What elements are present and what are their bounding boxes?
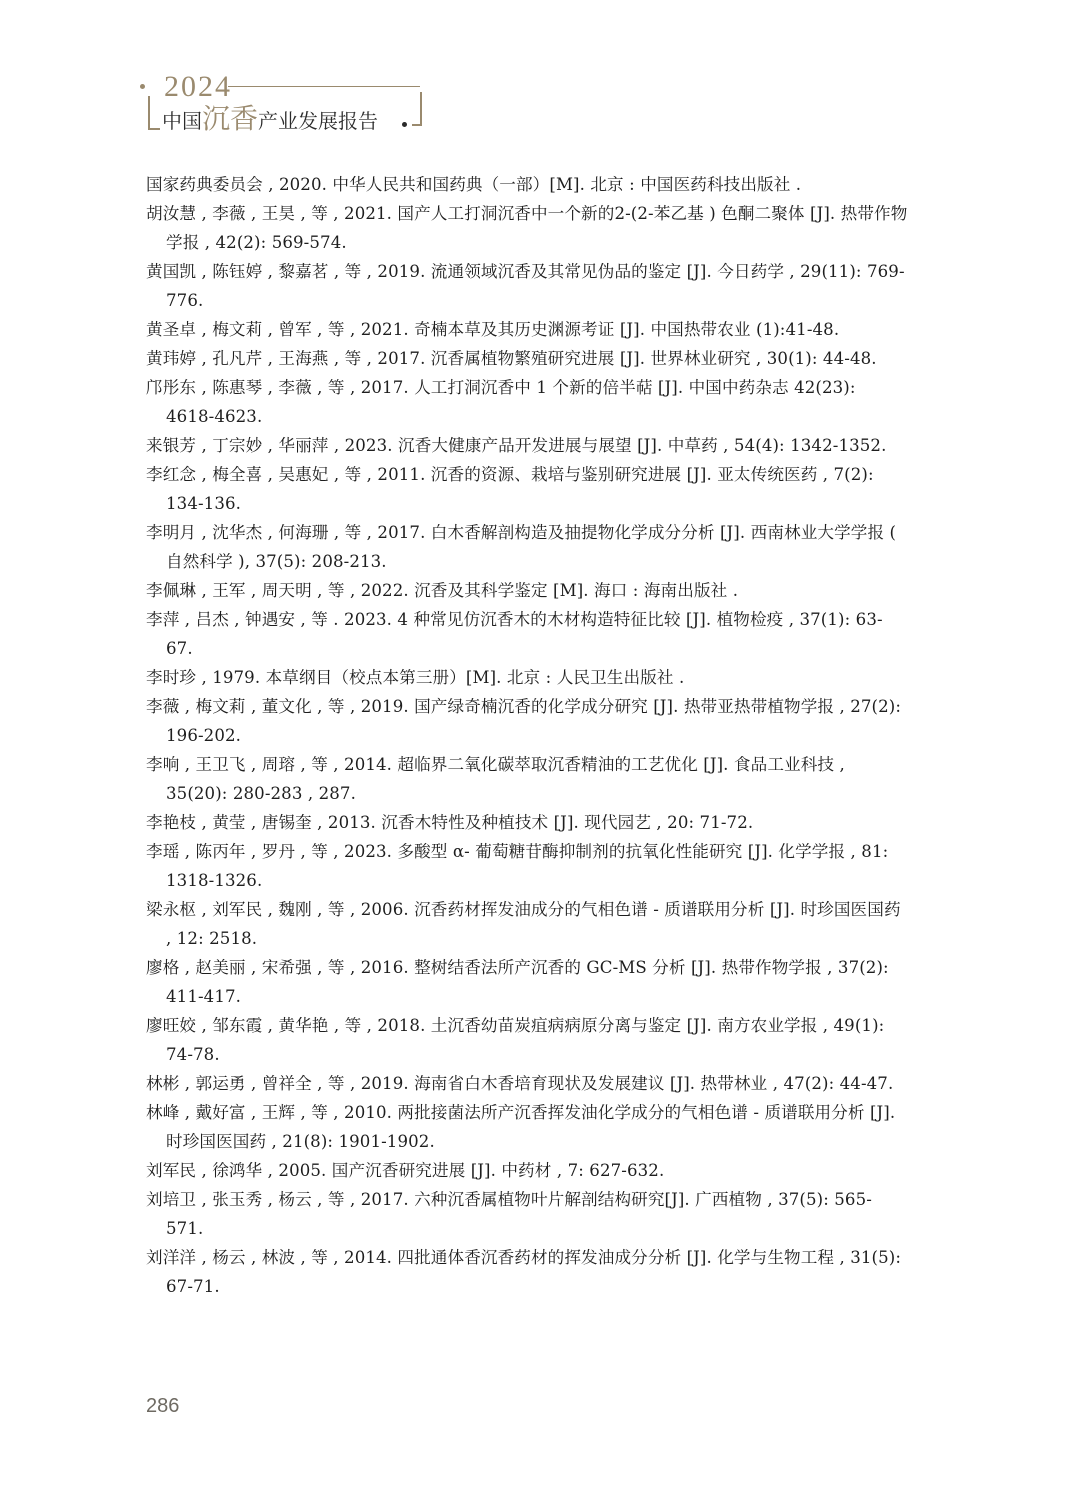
header-left-bracket [148, 96, 160, 130]
reference-entry: 廖格 , 赵美丽 , 宋希强 , 等 , 2016. 整树结香法所产沉香的 GC-MS 分析 [J]. 热带作物学报 , 37(2): 411-417. [146, 958, 889, 1006]
reference-entry: 李红念 , 梅全喜 , 吴惠妃 , 等 , 2011. 沉香的资源、栽培与鉴别研究进展 [J]. 亚太传统医药 , 7(2): 134-136. [146, 465, 874, 513]
reference-entry: 刘洋洋 , 杨云 , 林波 , 等 , 2014. 四批通体香沉香药材的挥发油成分分析 [J]. 化学与生物工程 , 31(5): 67-71. [146, 1248, 902, 1296]
reference-entry: 国家药典委员会 , 2020. 中华人民共和国药典（一部）[M]. 北京 : 中国医药科技出版社 . [146, 175, 802, 194]
reference-list [146, 170, 908, 1301]
header-title-part3: 产业发展报告 [258, 109, 379, 133]
reference-entry: 李响 , 王卫飞 , 周瑢 , 等 , 2014. 超临界二氧化碳萃取沉香精油的工艺优化 [J]. 食品工业科技 , 35(20): 280-283 , 287. [146, 755, 845, 803]
header-rule [228, 86, 420, 87]
reference-entry: 李明月 , 沈华杰 , 何海珊 , 等 , 2017. 白木香解剖构造及抽提物化学成分分析 [J]. 西南林业大学学报 ( 自然科学 ), 37(5): 208-213. [146, 523, 897, 571]
page-number: 286 [146, 1395, 180, 1417]
header-right-bracket [412, 92, 422, 126]
reference-entry: 李时珍 , 1979. 本草纲目（校点本第三册）[M]. 北京 : 人民卫生出版社 . [146, 668, 685, 687]
running-header [140, 70, 440, 140]
reference-entry: 林彬 , 郭运勇 , 曾祥全 , 等 , 2019. 海南省白木香培育现状及发展建议 [J]. 热带林业 , 47(2): 44-47. [146, 1074, 894, 1093]
header-dot-ornament [140, 84, 145, 89]
header-title-part2: 沉香 [202, 102, 259, 135]
reference-entry: 黄圣卓 , 梅文莉 , 曾军 , 等 , 2021. 奇楠本草及其历史渊源考证 [J]. 中国热带农业 (1):41-48. [146, 320, 840, 339]
reference-entry: 李薇 , 梅文莉 , 董文化 , 等 , 2019. 国产绿奇楠沉香的化学成分研究 [J]. 热带亚热带植物学报 , 27(2): 196-202. [146, 697, 902, 745]
reference-entry: 邝彤东 , 陈惠琴 , 李薇 , 等 , 2017. 人工打洞沉香中 1 个新的倍半萜 [J]. 中国中药杂志 42(23): 4618-4623. [146, 378, 856, 426]
header-end-dot [402, 122, 407, 127]
reference-entry: 黄玮婷 , 孔凡芹 , 王海燕 , 等 , 2017. 沉香属植物繁殖研究进展 [J]. 世界林业研究 , 30(1): 44-48. [146, 349, 877, 368]
reference-entry: 梁永枢 , 刘军民 , 魏刚 , 等 , 2006. 沉香药材挥发油成分的气相色谱 - 质谱联用分析 [J]. 时珍国医国药 , 12: 2518. [146, 900, 901, 948]
reference-entry: 黄国凯 , 陈钰婷 , 黎嘉茗 , 等 , 2019. 流通领域沉香及其常见伪品的鉴定 [J]. 今日药学 , 29(11): 769-776. [146, 262, 905, 310]
header-title [162, 104, 378, 138]
reference-entry: 李佩琳 , 王军 , 周天明 , 等 , 2022. 沉香及其科学鉴定 [M]. 海口 : 海南出版社 . [146, 581, 739, 600]
reference-entry: 廖旺姣 , 邹东霞 , 黄华艳 , 等 , 2018. 土沉香幼苗炭疽病病原分离与鉴定 [J]. 南方农业学报 , 49(1): 74-78. [146, 1016, 885, 1064]
reference-entry: 刘军民 , 徐鸿华 , 2005. 国产沉香研究进展 [J]. 中药材 , 7: 627-632. [146, 1161, 665, 1180]
reference-entry: 胡汝慧 , 李薇 , 王昊 , 等 , 2021. 国产人工打洞沉香中一个新的2-(2-苯乙基 ) 色酮二聚体 [J]. 热带作物学报 , 42(2): 569-574. [146, 204, 908, 252]
reference-entry: 李艳枝 , 黄莹 , 唐锡奎 , 2013. 沉香木特性及种植技术 [J]. 现代园艺 , 20: 71-72. [146, 813, 754, 832]
reference-entry: 李萍 , 吕杰 , 钟遇安 , 等 . 2023. 4 种常见仿沉香木的木材构造特征比较 [J]. 植物检疫 , 37(1): 63-67. [146, 610, 883, 658]
reference-entry: 刘培卫 , 张玉秀 , 杨云 , 等 , 2017. 六种沉香属植物叶片解剖结构研究[J]. 广西植物 , 37(5): 565-571. [146, 1190, 872, 1238]
reference-entry: 李瑶 , 陈丙年 , 罗丹 , 等 , 2023. 多酸型 α- 葡萄糖苷酶抑制剂的抗氧化性能研究 [J]. 化学学报 , 81: 1318-1326. [146, 842, 889, 890]
reference-entry: 林峰 , 戴好富 , 王辉 , 等 , 2010. 两批接菌法所产沉香挥发油化学成分的气相色谱 - 质谱联用分析 [J]. 时珍国医国药 , 21(8): 1901-1902. [146, 1103, 896, 1151]
header-title-part1: 中国 [162, 109, 202, 133]
reference-entry: 来银芳 , 丁宗妙 , 华丽萍 , 2023. 沉香大健康产品开发进展与展望 [J]. 中草药 , 54(4): 1342-1352. [146, 436, 887, 455]
header-year: 2024 [164, 70, 232, 103]
